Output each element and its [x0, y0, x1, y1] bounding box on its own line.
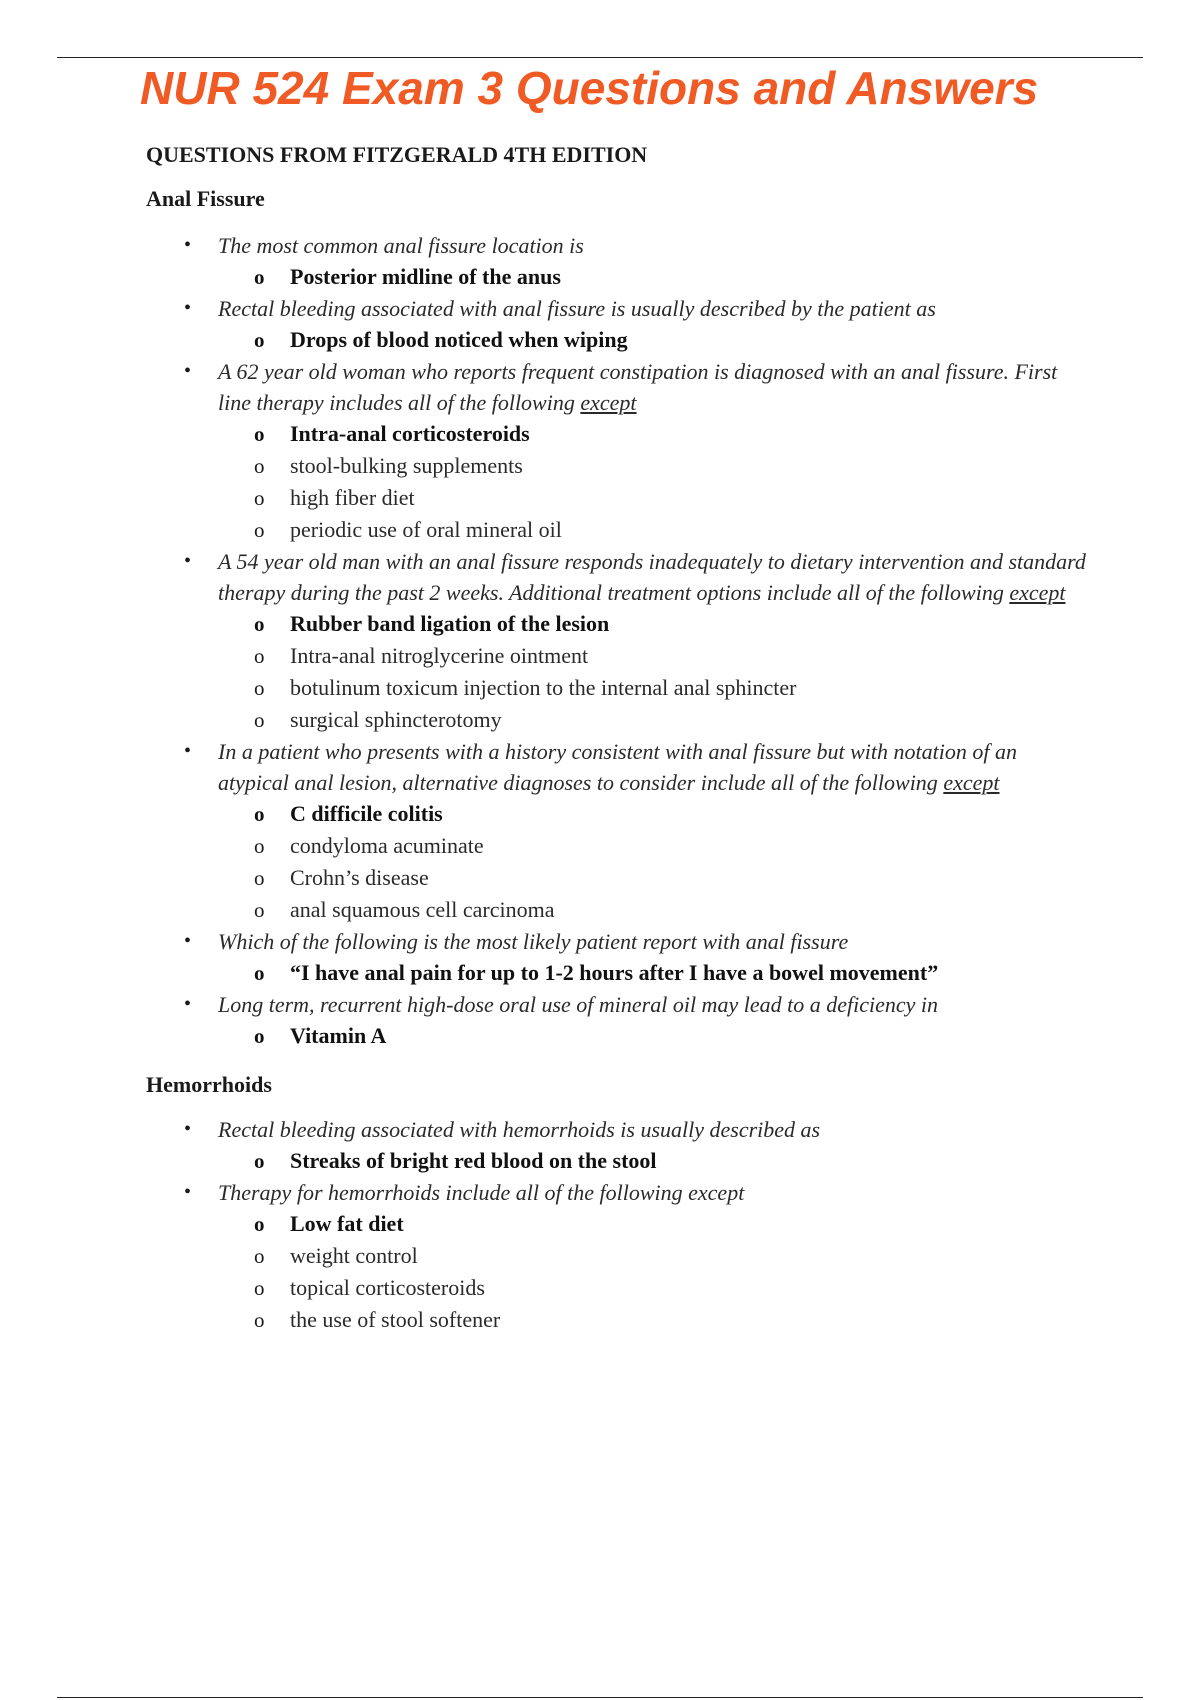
circle-bullet-icon: o — [254, 612, 265, 636]
answer-list — [218, 1020, 1090, 1052]
answer-item-correct — [146, 957, 1090, 989]
circle-bullet-icon: o — [254, 1308, 265, 1332]
answer-text: Intra-anal corticosteroids — [290, 421, 530, 446]
answer-text: Intra-anal nitroglycerine ointment — [290, 643, 589, 668]
circle-bullet-icon: o — [254, 328, 265, 352]
question-item — [146, 1114, 1090, 1177]
answer-text: Posterior midline of the anus — [290, 264, 561, 289]
bullet-icon: • — [184, 297, 192, 319]
circle-bullet-icon: o — [254, 644, 265, 668]
circle-bullet-icon: o — [254, 802, 265, 826]
question-text — [218, 926, 1090, 957]
question-stem: Which of the following is the most likely patient report with anal fissure — [218, 929, 849, 954]
answer-text: stool-bulking supplements — [290, 453, 523, 478]
question-item — [146, 1177, 1090, 1336]
answer-text: Rubber band ligation of the lesion — [290, 611, 610, 636]
question-list — [146, 230, 1090, 1052]
answer-text: Drops of blood noticed when wiping — [290, 327, 628, 352]
question-item — [146, 356, 1090, 546]
answer-item-correct — [146, 418, 1090, 450]
question-item — [146, 293, 1090, 356]
answer-item — [146, 894, 1090, 926]
answer-item — [146, 704, 1090, 736]
circle-bullet-icon: o — [254, 422, 265, 446]
question-list — [146, 1114, 1090, 1336]
question-text — [218, 546, 1090, 608]
question-item — [146, 230, 1090, 293]
bullet-icon: • — [184, 993, 192, 1015]
circle-bullet-icon: o — [254, 866, 265, 890]
bullet-icon: • — [184, 740, 192, 762]
answer-text: the use of stool softener — [290, 1307, 501, 1332]
bullet-icon: • — [184, 1118, 192, 1140]
bullet-icon: • — [184, 550, 192, 572]
question-text — [218, 293, 1090, 324]
section-heading: Anal Fissure — [146, 186, 265, 211]
circle-bullet-icon: o — [254, 1149, 265, 1173]
circle-bullet-icon: o — [254, 518, 265, 542]
document-title: NUR 524 Exam 3 Questions and Answers — [140, 62, 1039, 114]
question-emphasis: except — [580, 390, 637, 415]
answer-item — [146, 1272, 1090, 1304]
question-emphasis: except — [1009, 580, 1066, 605]
answer-text: botulinum toxicum injection to the internal anal sphincter — [290, 675, 797, 700]
answer-list — [218, 418, 1090, 546]
bullet-icon: • — [184, 930, 192, 952]
answer-item-correct — [146, 608, 1090, 640]
answer-item — [146, 514, 1090, 546]
source-heading: QUESTIONS FROM FITZGERALD 4TH EDITION — [146, 142, 648, 167]
bullet-icon: • — [184, 234, 192, 256]
answer-text: surgical sphincterotomy — [290, 707, 502, 732]
question-stem: The most common anal fissure location is — [218, 233, 584, 258]
question-text — [218, 230, 1090, 261]
answer-item — [146, 1240, 1090, 1272]
answer-text: Low fat diet — [290, 1211, 404, 1236]
question-stem: Therapy for hemorrhoids include all of the following except — [218, 1180, 745, 1205]
answer-item-correct — [146, 324, 1090, 356]
circle-bullet-icon: o — [254, 676, 265, 700]
circle-bullet-icon: o — [254, 486, 265, 510]
answer-text: “I have anal pain for up to 1-2 hours after I have a bowel movement” — [290, 960, 939, 985]
question-text — [218, 989, 1090, 1020]
answer-text: condyloma acuminate — [290, 833, 484, 858]
answer-text: C difficile colitis — [290, 801, 443, 826]
answer-list — [218, 324, 1090, 356]
circle-bullet-icon: o — [254, 961, 265, 985]
circle-bullet-icon: o — [254, 708, 265, 732]
question-item — [146, 926, 1090, 989]
answer-list — [218, 608, 1090, 736]
circle-bullet-icon: o — [254, 265, 265, 289]
bullet-icon: • — [184, 1181, 192, 1203]
question-stem: In a patient who presents with a history consistent with anal fissure but with notation of an atypical anal lesion, alternative diagnoses to consider include all of the following — [218, 739, 1017, 795]
question-stem: A 54 year old man with an anal fissure responds inadequately to dietary intervention and standard therapy during the past 2 weeks. Additional treatment options include all of the following — [218, 549, 1086, 605]
question-item — [146, 989, 1090, 1052]
answer-list — [218, 261, 1090, 293]
answer-text: Crohn’s disease — [290, 865, 429, 890]
answer-list — [218, 1208, 1090, 1336]
answer-item-correct — [146, 261, 1090, 293]
bullet-icon: • — [184, 360, 192, 382]
question-item — [146, 736, 1090, 926]
circle-bullet-icon: o — [254, 898, 265, 922]
question-stem: A 62 year old woman who reports frequent constipation is diagnosed with an anal fissure. First line therapy includes all of the following — [218, 359, 1058, 415]
circle-bullet-icon: o — [254, 1212, 265, 1236]
circle-bullet-icon: o — [254, 834, 265, 858]
answer-item-correct — [146, 1020, 1090, 1052]
answer-list — [218, 957, 1090, 989]
answer-text: anal squamous cell carcinoma — [290, 897, 555, 922]
answer-item-correct — [146, 798, 1090, 830]
document-body — [146, 140, 1090, 1336]
answer-text: high fiber diet — [290, 485, 415, 510]
answer-text: Streaks of bright red blood on the stool — [290, 1148, 657, 1173]
question-stem: Rectal bleeding associated with anal fissure is usually described by the patient as — [218, 296, 936, 321]
answer-item — [146, 830, 1090, 862]
circle-bullet-icon: o — [254, 1276, 265, 1300]
answer-item-correct — [146, 1208, 1090, 1240]
answer-item — [146, 640, 1090, 672]
question-stem: Rectal bleeding associated with hemorrhoids is usually described as — [218, 1117, 821, 1142]
question-emphasis: except — [943, 770, 1000, 795]
answer-item — [146, 672, 1090, 704]
circle-bullet-icon: o — [254, 1024, 265, 1048]
answer-text: periodic use of oral mineral oil — [290, 517, 562, 542]
answer-item-correct — [146, 1145, 1090, 1177]
question-text — [218, 356, 1090, 418]
answer-list — [218, 798, 1090, 926]
answer-item — [146, 482, 1090, 514]
sections-container — [146, 184, 1090, 1336]
answer-item — [146, 450, 1090, 482]
question-text — [218, 736, 1090, 798]
question-text — [218, 1114, 1090, 1145]
bottom-rule — [57, 1697, 1143, 1698]
circle-bullet-icon: o — [254, 454, 265, 478]
answer-text: Vitamin A — [290, 1023, 387, 1048]
answer-text: weight control — [290, 1243, 418, 1268]
circle-bullet-icon: o — [254, 1244, 265, 1268]
answer-text: topical corticosteroids — [290, 1275, 485, 1300]
question-item — [146, 546, 1090, 736]
answer-item — [146, 862, 1090, 894]
answer-list — [218, 1145, 1090, 1177]
answer-item — [146, 1304, 1090, 1336]
section-heading: Hemorrhoids — [146, 1072, 272, 1097]
question-stem: Long term, recurrent high-dose oral use of mineral oil may lead to a deficiency in — [218, 992, 938, 1017]
question-text — [218, 1177, 1090, 1208]
